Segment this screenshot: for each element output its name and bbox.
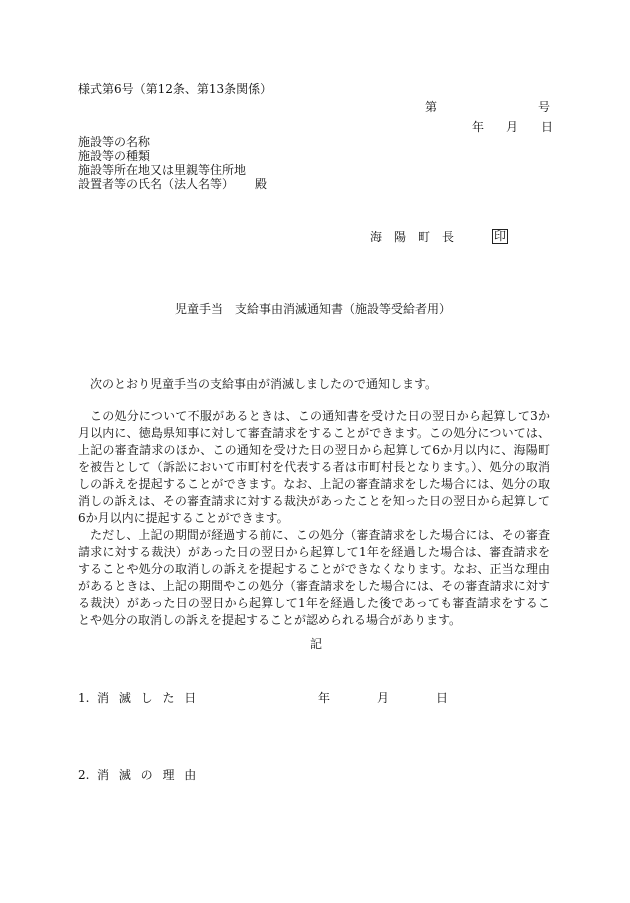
item-1-day: 日 (436, 691, 449, 705)
ki-heading: 記 (310, 637, 323, 651)
number-suffix: 号 (538, 100, 551, 114)
honorific: 殿 (255, 177, 268, 191)
facility-type-label: 施設等の種類 (78, 149, 151, 163)
date-month: 月 (506, 120, 519, 134)
founder-name-label: 設置者等の氏名（法人名等） (78, 177, 235, 191)
item-1-label: 消 滅 し た 日 (97, 691, 200, 705)
appeal-paragraph: この処分について不服があるときは、この通知書を受けた日の翌日から起算して3か月以内に、徳島県知事に対して審査請求をすることができます。この処分については、上記の審査請求のほか、この通知を受けた日の翌日から起算して6か月以内に、海陽町を被告として（訴訟において市町村を代表する者は市町村長となります。）、処分の取消しの訴えを提起することができます。なお、上記の審査請求をした場合には、処分の取消しの訴えは、その審査請求に対する裁決があったことを知った日の翌日から起算して6か月以内に提起することができます。 (78, 409, 550, 525)
facility-address-label: 施設等所在地又は里親等住所地 (78, 163, 247, 177)
item-1-number: 1. (78, 691, 90, 705)
issuer-title: 海 陽 町 長 (370, 230, 455, 244)
number-prefix: 第 (425, 100, 438, 114)
document-title: 児童手当 支給事由消滅通知書（施設等受給者用） (175, 302, 452, 316)
form-label: 様式第6号（第12条、第13条関係） (78, 82, 273, 96)
item-2-number: 2. (78, 768, 90, 782)
appeal-paragraph: ただし、上記の期間が経過する前に、この処分（審査請求をした場合には、その審査請求に対する裁決）があった日の翌日から起算して1年を経過した場合は、審査請求をすることや処分の取消しの訴えを提起することができなくなります。なお、正当な理由があるときは、上記の期間やこの処分（審査請求をした場合には、その審査請求に対する裁決）があった日の翌日から起算して1年を経過した後であっても審査請求をすることや処分の取消しの訴えを提起することが認められる場合があります。 (78, 528, 550, 627)
seal-mark (492, 229, 508, 244)
seal-text: 印 (494, 229, 507, 243)
appeal-notice (78, 408, 550, 629)
date-year: 年 (472, 120, 485, 134)
facility-name-label: 施設等の名称 (78, 135, 151, 149)
item-2-label: 消 滅 の 理 由 (97, 768, 200, 782)
item-1-year: 年 (318, 691, 331, 705)
item-1-month: 月 (377, 691, 390, 705)
date-day: 日 (541, 120, 554, 134)
intro-text: 次のとおり児童手当の支給事由が消滅しましたので通知します。 (90, 377, 438, 391)
